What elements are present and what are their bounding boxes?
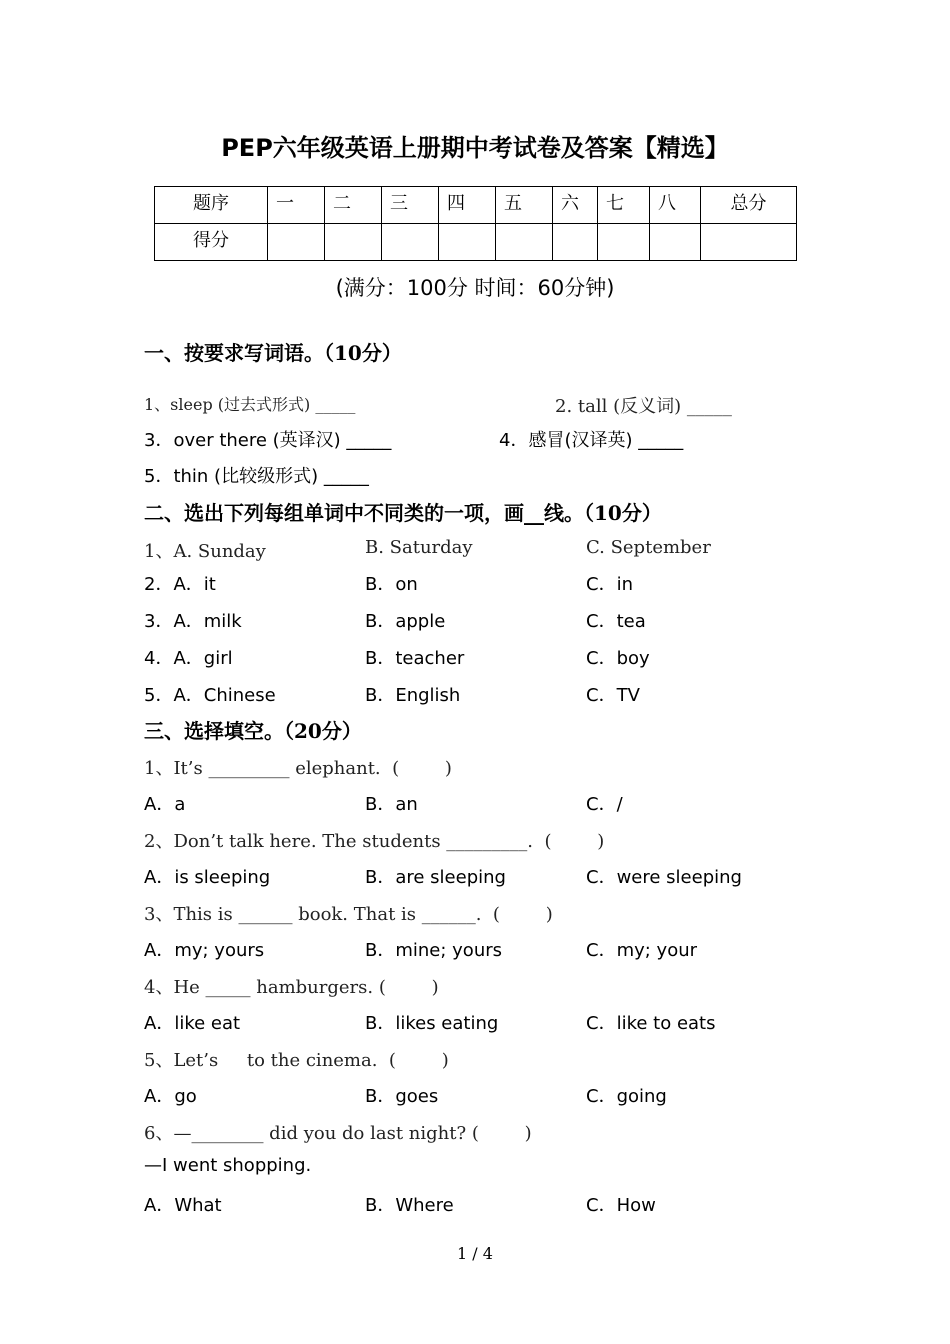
section3-heading: 三、选择填空。（20分） xyxy=(144,719,362,743)
score-cell-header: 六 xyxy=(553,187,598,224)
score-cell-header: 八 xyxy=(650,187,701,224)
s2-row5-a: 5．A．Chinese xyxy=(144,685,276,706)
score-input-cell[interactable] xyxy=(650,224,701,261)
score-input-cell[interactable] xyxy=(268,224,325,261)
s3-q2-option-b: B．are sleeping xyxy=(365,867,506,888)
s2-row4-a: 4．A．girl xyxy=(144,648,233,669)
section2-heading: 二、选出下列每组单词中不同类的一项，画__线。（10分） xyxy=(144,501,662,525)
s3-q5-option-c: C．going xyxy=(586,1086,667,1107)
score-row-label: 得分 xyxy=(155,224,268,261)
score-cell-header: 题序 xyxy=(155,187,268,224)
s3-q2-option-a: A．is sleeping xyxy=(144,867,271,888)
s2-row2-a: 2．A．it xyxy=(144,574,216,595)
s2-row5-c: C．TV xyxy=(586,685,640,706)
s3-q4-option-a: A．like eat xyxy=(144,1013,241,1034)
s2-row4-c: C．boy xyxy=(586,648,650,669)
s3-question-6: 6、—________ did you do last night? ( ) xyxy=(144,1123,532,1144)
page-title: PEP六年级英语上册期中考试卷及答案【精选】 xyxy=(221,134,729,162)
score-input-cell[interactable] xyxy=(553,224,598,261)
score-cell-header: 七 xyxy=(598,187,650,224)
score-table xyxy=(154,186,797,261)
s1-question-5: 5．thin (比较级形式) _____ xyxy=(144,466,369,487)
s3-q6-answer: —I went shopping. xyxy=(144,1155,312,1176)
s2-row4-b: B．teacher xyxy=(365,648,465,669)
s2-row5-b: B．English xyxy=(365,685,461,706)
score-input-cell[interactable] xyxy=(382,224,439,261)
s1-question-4: 4．感冒(汉译英) _____ xyxy=(499,430,684,451)
s2-row2-c: C．in xyxy=(586,574,633,595)
score-table-score-row xyxy=(155,224,797,261)
s3-question-4: 4、He _____ hamburgers. ( ) xyxy=(144,977,439,998)
s2-row3-a: 3．A．milk xyxy=(144,611,242,632)
s3-q6-option-c: C．How xyxy=(586,1195,656,1216)
score-cell-header: 四 xyxy=(439,187,496,224)
score-input-cell[interactable] xyxy=(496,224,553,261)
score-cell-header: 五 xyxy=(496,187,553,224)
score-input-cell[interactable] xyxy=(325,224,382,261)
s2-row1-c: C. September xyxy=(586,537,711,558)
s2-row2-b: B．on xyxy=(365,574,418,595)
score-input-cell[interactable] xyxy=(598,224,650,261)
score-cell-header: 总分 xyxy=(701,187,797,224)
score-input-cell[interactable] xyxy=(701,224,797,261)
s3-q4-option-b: B．likes eating xyxy=(365,1013,499,1034)
s3-question-1: 1、It’s _________ elephant. ( ) xyxy=(144,758,452,779)
s3-q2-option-c: C．were sleeping xyxy=(586,867,742,888)
s3-q4-option-c: C．like to eats xyxy=(586,1013,716,1034)
s3-q3-option-c: C．my; your xyxy=(586,940,698,961)
s1-question-2: 2. tall (反义词) _____ xyxy=(555,396,732,417)
score-table-header-row xyxy=(155,187,797,224)
s3-q1-option-b: B．an xyxy=(365,794,418,815)
page-number: 1 / 4 xyxy=(457,1244,493,1263)
s3-q3-option-b: B．mine; yours xyxy=(365,940,503,961)
s2-row1-a: 1、A. Sunday xyxy=(144,541,266,562)
s2-row3-c: C．tea xyxy=(586,611,646,632)
s3-question-5: 5、Let’s to the cinema. ( ) xyxy=(144,1050,449,1071)
s3-question-2: 2、Don’t talk here. The students _________. ( ) xyxy=(144,831,605,852)
exam-info: (满分：100分 时间：60分钟) xyxy=(335,276,615,300)
s3-q1-option-a: A．a xyxy=(144,794,186,815)
score-cell-header: 三 xyxy=(382,187,439,224)
score-cell-header: 二 xyxy=(325,187,382,224)
s3-q5-option-b: B．goes xyxy=(365,1086,439,1107)
s3-q3-option-a: A．my; yours xyxy=(144,940,265,961)
s3-question-3: 3、This is ______ book. That is ______. ( ) xyxy=(144,904,553,925)
section1-heading: 一、按要求写词语。（10分） xyxy=(144,341,402,365)
s3-q5-option-a: A．go xyxy=(144,1086,197,1107)
score-cell-header: 一 xyxy=(268,187,325,224)
score-input-cell[interactable] xyxy=(439,224,496,261)
s3-q6-option-a: A．What xyxy=(144,1195,222,1216)
s3-q6-option-b: B．Where xyxy=(365,1195,454,1216)
s1-question-1: 1、sleep (过去式形式) _____ xyxy=(144,395,356,414)
s1-question-3: 3．over there (英译汉) _____ xyxy=(144,430,392,451)
s3-q1-option-c: C．/ xyxy=(586,794,623,815)
s2-row3-b: B．apple xyxy=(365,611,446,632)
s2-row1-b: B. Saturday xyxy=(365,537,473,558)
